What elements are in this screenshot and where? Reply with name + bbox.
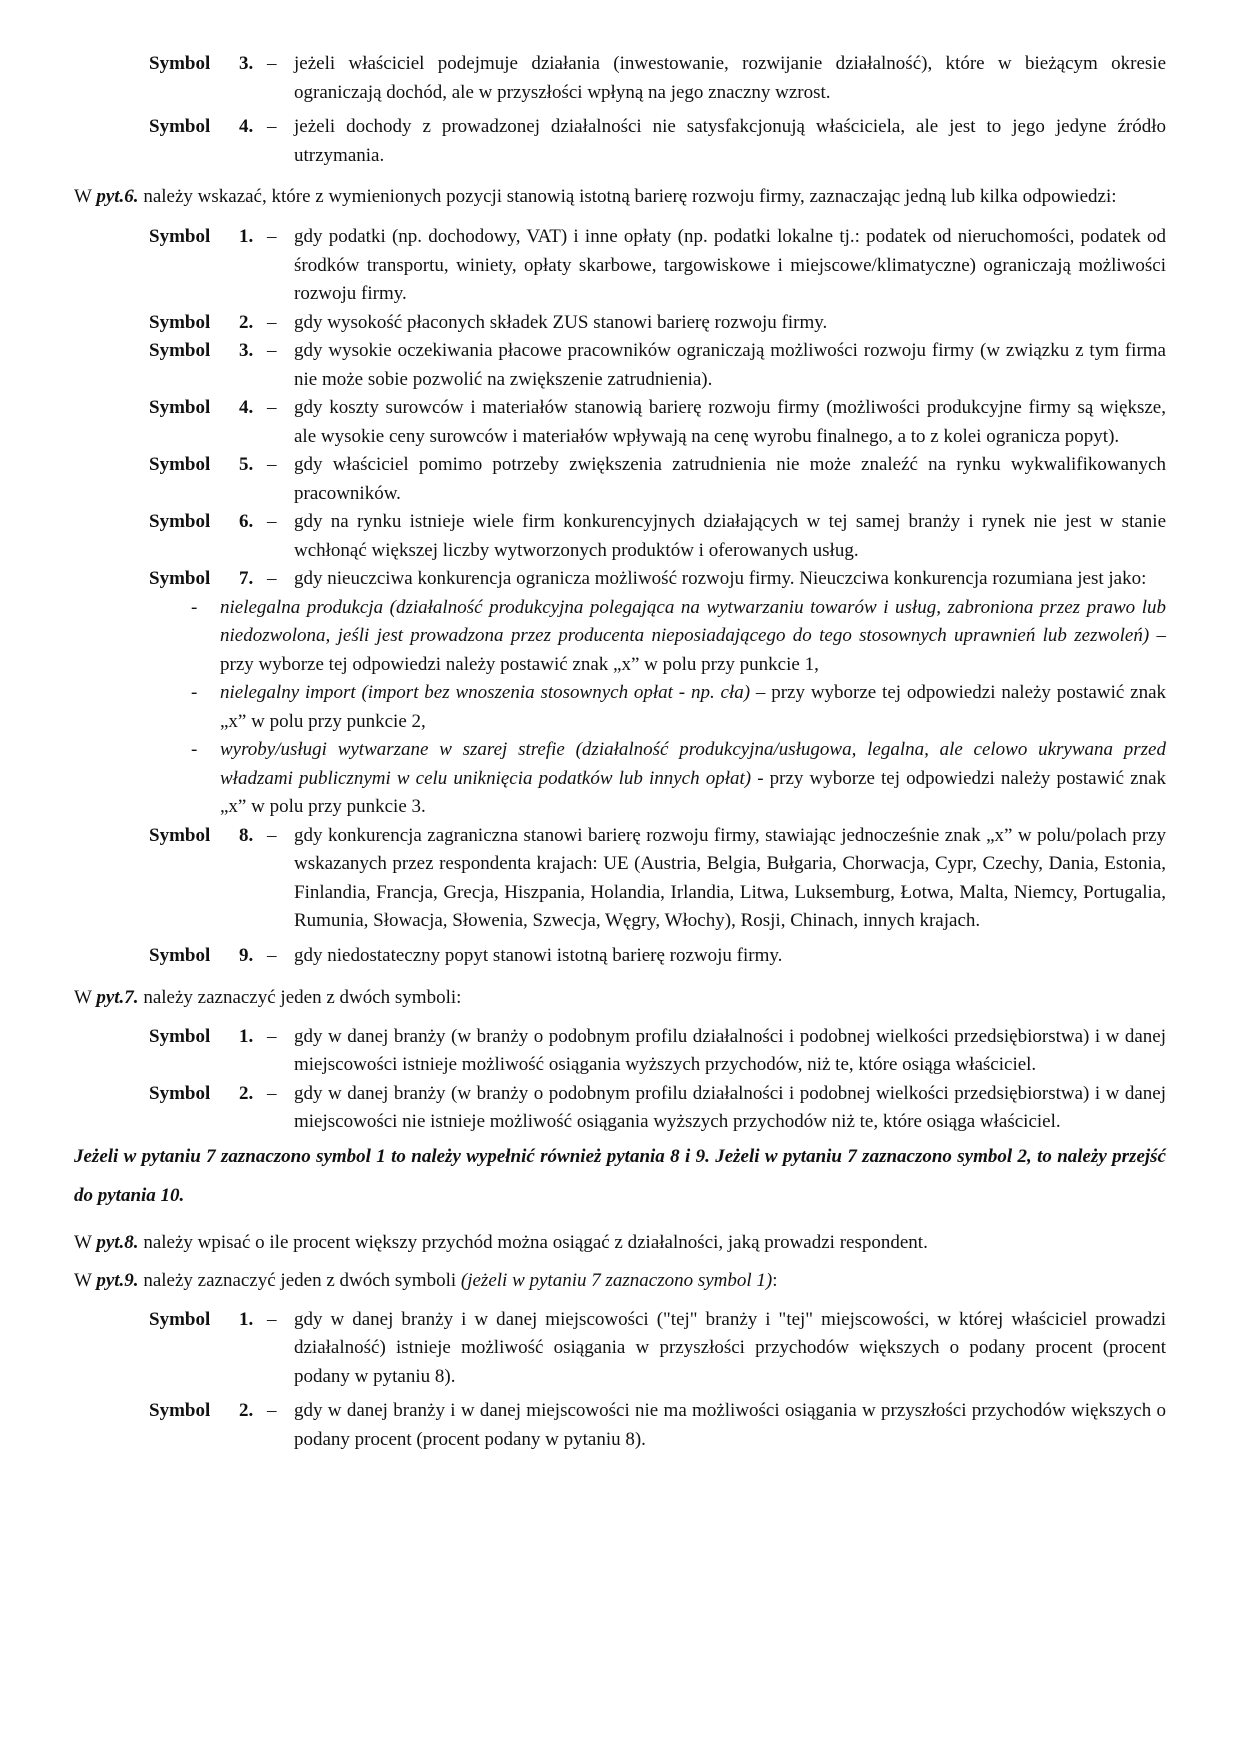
symbol-item	[74, 309, 1166, 338]
symbol-number: 3.	[239, 53, 254, 74]
symbol-number: 5.	[239, 454, 254, 475]
symbol-item	[74, 1397, 1166, 1454]
bullet-plain-text: – przy wyborze tej odpowiedzi należy postawić znak „x” w polu przy punkcie 2,	[220, 682, 1166, 732]
symbol-number: 2.	[239, 311, 254, 333]
symbol-text: gdy w danej branży (w branży o podobnym profilu działalności i podobnej wielkości przedsiębiorstwa) i w danej miejscowości istnieje możliwość osiągania wyższych przychodów, niż te, które osiąga właściciel.	[294, 1025, 1166, 1075]
symbol-dash: –	[267, 944, 277, 966]
w-prefix: W	[74, 1231, 92, 1253]
symbol-dash: –	[267, 511, 277, 532]
symbol-dash: –	[267, 1082, 277, 1104]
bullet-text	[220, 594, 1166, 680]
symbol-label: Symbol	[149, 397, 211, 418]
w-prefix: W	[74, 987, 92, 1008]
symbol-text: gdy w danej branży i w danej miejscowości nie ma możliwości osiągania w przyszłości przychodów większych o podany procent (procent podany w pytaniu 8).	[294, 1400, 1166, 1450]
document-page	[74, 50, 1166, 1454]
question-intro: należy wpisać o ile procent większy przychód można osiągać z działalności, jaką prowadzi respondent.	[143, 1231, 928, 1253]
symbol-text: gdy podatki (np. dochodowy, VAT) i inne opłaty (np. podatki lokalne tj.: podatek od nieruchomości, podatek od środków transportu, winiety, opłaty skarbowe, targowiskowe i miejscowe/klimatyczne) ograniczają możliwości rozwoju firmy.	[294, 226, 1166, 304]
symbol-text: gdy nieuczciwa konkurencja ogranicza możliwość rozwoju firmy. Nieuczciwa konkurencja rozumiana jest jako:	[294, 568, 1147, 589]
bullet-item	[191, 594, 1166, 680]
bullet-mark: -	[191, 596, 198, 618]
symbol-item	[74, 223, 1166, 309]
question-intro: należy zaznaczyć jeden z dwóch symboli:	[143, 987, 462, 1008]
symbol-label: Symbol	[149, 511, 211, 532]
symbol-dash: –	[267, 340, 277, 361]
symbol-number: 1.	[239, 1308, 254, 1330]
symbol-number: 2.	[239, 1400, 254, 1421]
symbol-dash: –	[267, 824, 277, 846]
symbol-text: gdy konkurencja zagraniczna stanowi barierę rozwoju firmy, stawiając jednocześnie znak „x” w polu/polach przy wskazanych przez respondenta krajach: UE (Austria, Belgia, Bułgaria, Chorwacja, Cypr, Czechy, Dania, Estonia, Finlandia, Francja, Grecja, Hiszpania, Holandia, Irlandia, Litwa, Luksemburg, Łotwa, Malta, Niemcy, Portugalia, Rumunia, Słowacja, Słowenia, Szwecja, Węgry, Włochy), Rosji, Chinach, innych krajach.	[294, 824, 1166, 931]
symbol-item	[74, 822, 1166, 936]
question-ref: pyt.7.	[96, 987, 139, 1008]
symbol-label: Symbol	[149, 1082, 211, 1104]
symbol-dash: –	[267, 454, 277, 475]
question-intro-end: :	[772, 1270, 778, 1291]
symbol-item	[74, 1306, 1166, 1392]
symbol-dash: –	[267, 116, 277, 137]
w-prefix: W	[74, 186, 92, 207]
question-7-note: Jeżeli w pytaniu 7 zaznaczono symbol 1 to należy wypełnić również pytania 8 i 9. Jeżeli w pytaniu 7 zaznaczono symbol 2, to należy przejść do pytania 10.	[74, 1145, 1166, 1206]
symbol-item	[74, 1023, 1166, 1080]
symbol-number: 1.	[239, 1025, 254, 1047]
symbol-number: 1.	[239, 226, 254, 247]
symbol-item	[74, 50, 1166, 107]
bullet-text	[220, 679, 1166, 736]
symbol-text: jeżeli dochody z prowadzonej działalności nie satysfakcjonują właściciela, ale jest to jego jedyne źródło utrzymania.	[294, 116, 1166, 166]
symbol-text: gdy wysokie oczekiwania płacowe pracowników ograniczają możliwości rozwoju firmy (w związku z tym firma nie może sobie pozwolić na zwiększenie zatrudnienia).	[294, 340, 1166, 390]
question-intro: należy zaznaczyć jeden z dwóch symboli	[143, 1270, 457, 1291]
symbol-number: 8.	[239, 824, 254, 846]
symbol-label: Symbol	[149, 53, 211, 74]
symbol-label: Symbol	[149, 824, 211, 846]
symbol-label: Symbol	[149, 1400, 211, 1421]
symbol-item	[74, 113, 1166, 170]
symbol-dash: –	[267, 1308, 277, 1330]
symbol-number: 6.	[239, 511, 254, 532]
symbol-label: Symbol	[149, 116, 211, 137]
symbol-dash: –	[267, 1025, 277, 1047]
bullet-mark: -	[191, 682, 198, 703]
symbol-text: gdy w danej branży (w branży o podobnym profilu działalności i podobnej wielkości przedsiębiorstwa) i w danej miejscowości nie istnieje możliwość osiągania wyższych przychodów niż te, które osiąga właściciel.	[294, 1082, 1166, 1132]
question-intro: należy wskazać, które z wymienionych pozycji stanowią istotną barierę rozwoju firmy, zaznaczając jedną lub kilka odpowiedzi:	[143, 186, 1117, 207]
question-9-intro	[74, 1267, 1166, 1296]
bullet-italic-text: nielegalny import (import bez wnoszenia stosownych opłat - np. cła)	[220, 682, 751, 703]
symbol-label: Symbol	[149, 311, 211, 333]
w-prefix: W	[74, 1270, 92, 1291]
symbol-label: Symbol	[149, 568, 211, 589]
symbol-item	[74, 942, 1166, 971]
symbol-text: gdy niedostateczny popyt stanowi istotną barierę rozwoju firmy.	[294, 944, 783, 966]
symbol-dash: –	[267, 568, 277, 589]
bullet-italic-text: wyroby/usługi wytwarzane w szarej strefie (działalność produkcyjna/usługowa, legalna, ale celowo ukrywana przed władzami publicznymi w celu uniknięcia podatków lub innych opłat)	[220, 739, 1166, 789]
bullet-plain-text: - przy wyborze tej odpowiedzi należy postawić znak „x” w polu przy punkcie 3.	[220, 767, 1166, 817]
bullet-text	[220, 736, 1166, 822]
bullet-item	[191, 679, 1166, 736]
symbol-number: 9.	[239, 944, 254, 966]
symbol-label: Symbol	[149, 340, 211, 361]
symbol-number: 2.	[239, 1082, 254, 1104]
symbol-item	[74, 337, 1166, 394]
symbol-number: 7.	[239, 568, 254, 589]
symbol-dash: –	[267, 53, 277, 74]
symbol-dash: –	[267, 1400, 277, 1421]
bullet-mark: -	[191, 739, 198, 760]
symbol-label: Symbol	[149, 1308, 211, 1330]
question-8-intro	[74, 1229, 1166, 1258]
symbol-label: Symbol	[149, 944, 211, 966]
symbol-text: gdy koszty surowców i materiałów stanowią barierę rozwoju firmy (możliwości produkcyjne firmy są większe, ale wysokie ceny surowców i materiałów wpływają na cenę wyrobu finalnego, a to z kolei ogranicza popyt).	[294, 397, 1166, 447]
symbol-dash: –	[267, 397, 277, 418]
symbol-dash: –	[267, 226, 277, 247]
symbol-item	[74, 394, 1166, 451]
symbol-item	[74, 565, 1166, 594]
symbol-dash: –	[267, 311, 277, 333]
symbol-text: jeżeli właściciel podejmuje działania (inwestowanie, rozwijanie działalność), które w bieżącym okresie ograniczają dochód, ale w przyszłości wpłyną na jego znaczny wzrost.	[294, 53, 1166, 103]
symbol-number: 3.	[239, 340, 254, 361]
question-intro-italic: (jeżeli w pytaniu 7 zaznaczono symbol 1)	[460, 1270, 773, 1291]
question-ref: pyt.6.	[96, 186, 139, 207]
symbol-number: 4.	[239, 397, 254, 418]
bullet-plain-text: – przy wyborze tej odpowiedzi należy postawić znak „x” w polu przy punkcie 1,	[220, 625, 1167, 675]
question-6-intro	[74, 176, 1166, 217]
symbol-item	[74, 508, 1166, 565]
symbol-label: Symbol	[149, 226, 211, 247]
bullet-italic-text: nielegalna produkcja (działalność produkcyjna polegająca na wytwarzaniu towarów i usług, zabroniona przez prawo lub niedozwolona, jeśli jest prowadzona przez producenta nieposiadającego do tego stosownych uprawnień lub zezwoleń)	[220, 596, 1166, 646]
question-7-intro	[74, 984, 1166, 1013]
symbol-item	[74, 1080, 1166, 1137]
symbol-text: gdy właściciel pomimo potrzeby zwiększenia zatrudnienia nie może znaleźć na rynku wykwalifikowanych pracowników.	[294, 454, 1166, 504]
bullet-item	[191, 736, 1166, 822]
symbol-text: gdy wysokość płaconych składek ZUS stanowi barierę rozwoju firmy.	[294, 311, 828, 333]
symbol-item	[74, 451, 1166, 508]
symbol-text: gdy w danej branży i w danej miejscowości ("tej" branży i "tej" miejscowości, w której właściciel prowadzi działalność) istnieje możliwość osiągania w przyszłości przychodów większych o podany procent (procent podany w pytaniu 8).	[294, 1308, 1166, 1387]
symbol-label: Symbol	[149, 1025, 211, 1047]
question-ref: pyt.8.	[96, 1231, 139, 1253]
symbol-text: gdy na rynku istnieje wiele firm konkurencyjnych działających w tej samej branży i rynek nie jest w stanie wchłonąć większej liczby wytworzonych produktów i oferowanych usług.	[294, 511, 1166, 561]
question-ref: pyt.9.	[96, 1270, 139, 1291]
symbol-number: 4.	[239, 116, 254, 137]
symbol-label: Symbol	[149, 454, 211, 475]
